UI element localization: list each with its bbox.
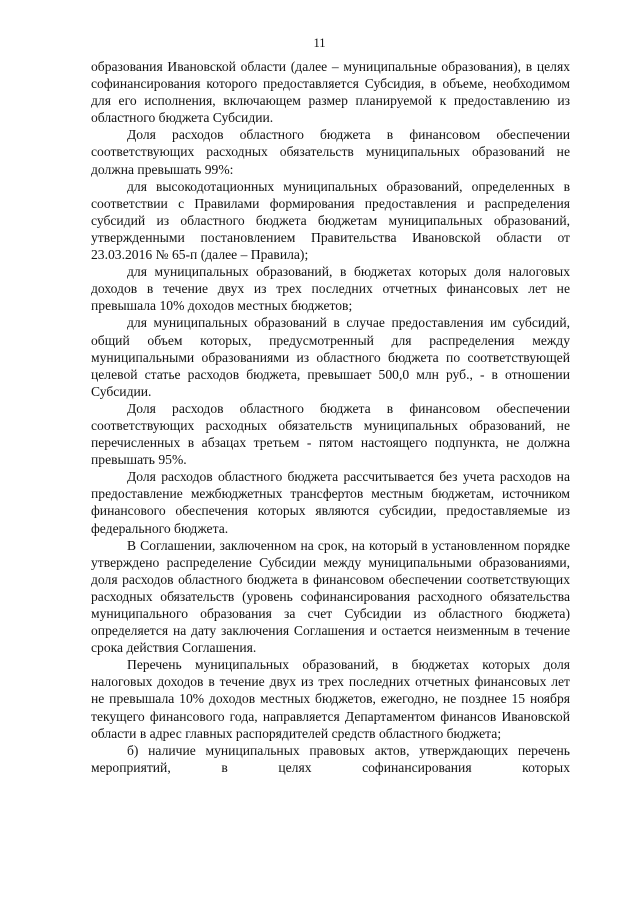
page-number: 11 bbox=[313, 36, 326, 50]
paragraph-share-limit-99: Доля расходов областного бюджета в финансовом обеспечении соответствующих расходных обязательств муниципальных образований не должна превышать 99%: bbox=[91, 127, 570, 177]
paragraph-item-b: б) наличие муниципальных правовых актов, утверждающих перечень мероприятий, в целях софинансирования которых bbox=[91, 742, 570, 775]
paragraph-calculation-rule: Доля расходов областного бюджета рассчитывается без учета расходов на предоставление межбюджетных трансфертов местным бюджетам, источником финансового обеспечения которых являются субсидии, предоставляемые из федерального бюджета. bbox=[91, 469, 570, 536]
paragraph-municipal-list: Перечень муниципальных образований, в бюджетах которых доля налоговых доходов в течение двух из трех последних отчетных финансовых лет не превышала 10% доходов местных бюджетов, ежегодно, не позднее 15 ноября текущего финансового года, направляется Департаментом финансов Ивановской области в адрес главных распорядителей средств областного бюджета; bbox=[91, 657, 570, 741]
paragraph-agreement: В Соглашении, заключенном на срок, на который в установленном порядке утверждено распределение Субсидии между муниципальными образованиями, доля расходов областного бюджета в финансовом обеспечении соответствующих расходных обязательств (уровень софинансирования расходного обязательства муниципального образования за счет Субсидии из областного бюджета) определяется на дату заключения Соглашения и остается неизменным в течение срока действия Соглашения. bbox=[91, 537, 570, 656]
paragraph-share-limit-95: Доля расходов областного бюджета в финансовом обеспечении соответствующих расходных обязательств муниципальных образований, не перечисленных в абзацах третьем - пятом настоящего подпункта, не должна превышать 95%. bbox=[91, 400, 570, 468]
paragraph-continuation: образования Ивановской области (далее – муниципальные образования), в целях софинансирования которого предоставляется Субсидия, в объеме, необходимом для его исполнения, включающем размер планируемой к предоставлению из областного бюджета Субсидии. bbox=[91, 59, 570, 126]
paragraph-tax-revenue: для муниципальных образований, в бюджетах которых доля налоговых доходов в течение двух из трех последних отчетных финансовых лет не превышала 10% доходов местных бюджетов; bbox=[91, 264, 570, 314]
paragraph-high-subsidized: для высокодотационных муниципальных образований, определенных в соответствии с Правилами формирования предоставления и распределения субсидий из областного бюджета бюджетам муниципальных образований, утвержденными постановлением Правительства Ивановской области от 23.03.2016 № 65-п (далее – Правила); bbox=[91, 178, 570, 263]
document-body bbox=[91, 58, 570, 776]
paragraph-subsidy-volume: для муниципальных образований в случае предоставления им субсидий, общий объем которых, предусмотренный для распределения между муниципальными образованиями из областного бюджета по соответствующей целевой статье расходов бюджета, превышает 500,0 млн руб., - в отношении Субсидии. bbox=[91, 315, 570, 399]
